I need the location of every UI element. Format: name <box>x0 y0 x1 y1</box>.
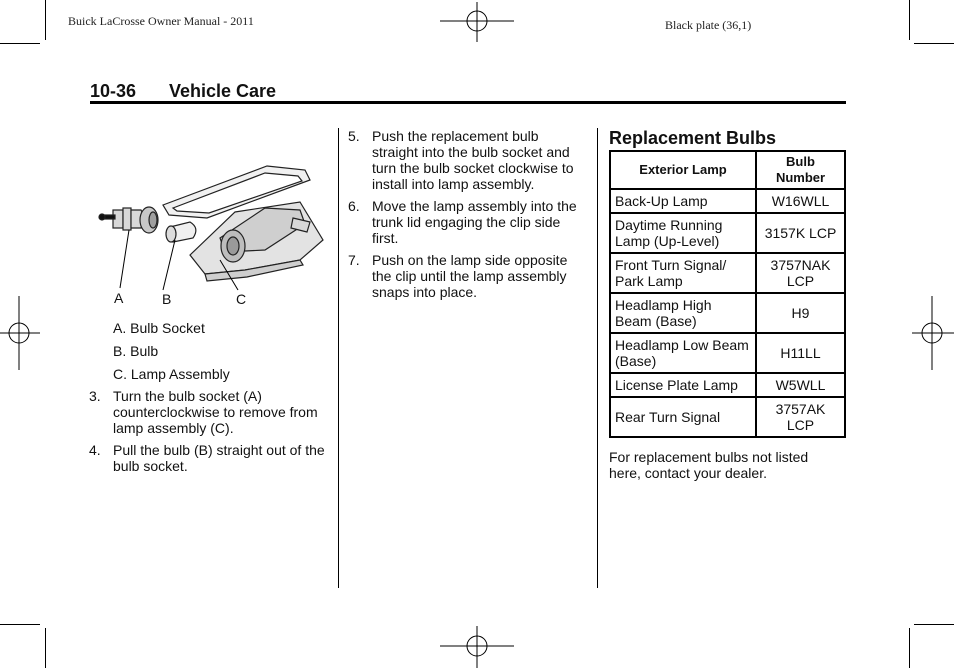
registration-mark-icon <box>0 296 40 370</box>
list-item <box>348 198 588 246</box>
bulb-cell: 3157K LCP <box>756 213 845 253</box>
step-text: Push the replacement bulb straight into the bulb socket and turn the bulb socket clockwise to install into lamp assembly. <box>372 128 574 192</box>
registration-mark-icon <box>912 296 954 370</box>
bulb-cell: 3757NAK LCP <box>756 253 845 293</box>
figure-legend <box>113 320 333 389</box>
bulb-cell: H11LL <box>756 333 845 373</box>
lamp-cell: Daytime Running Lamp (Up-Level) <box>610 213 756 253</box>
bulb-cell: H9 <box>756 293 845 333</box>
lamp-cell: Rear Turn Signal <box>610 397 756 437</box>
crop-mark <box>45 628 46 668</box>
step-text: Pull the bulb (B) straight out of the bulb socket. <box>113 442 325 474</box>
manual-title: Buick LaCrosse Owner Manual - 2011 <box>68 14 254 28</box>
crop-mark <box>909 0 910 40</box>
step-number: 3. <box>89 388 101 404</box>
legend-item: B. Bulb <box>113 343 159 359</box>
crop-mark <box>909 628 910 668</box>
replacement-bulbs-title: Replacement Bulbs <box>609 128 777 148</box>
list-item <box>348 128 588 192</box>
bulb-socket-shape <box>99 207 158 233</box>
callout-b: B <box>162 291 172 307</box>
bulb-cell: W16WLL <box>756 189 845 213</box>
column-header-lamp: Exterior Lamp <box>610 151 756 189</box>
lamp-cell: License Plate Lamp <box>610 373 756 397</box>
table-header-row <box>610 151 845 189</box>
registration-mark-icon <box>440 626 514 668</box>
steps-list-left <box>89 388 333 480</box>
step-text: Push on the lamp side opposite the clip until the lamp assembly snaps into place. <box>372 252 568 300</box>
column-divider <box>338 128 339 588</box>
crop-mark <box>0 43 40 44</box>
list-item <box>89 442 333 474</box>
legend-item: C. Lamp Assembly <box>113 366 230 382</box>
section-title: Vehicle Care <box>169 81 277 101</box>
legend-item: A. Bulb Socket <box>113 320 205 336</box>
lamp-cell: Headlamp Low Beam (Base) <box>610 333 756 373</box>
table-row <box>610 253 845 293</box>
steps-list-middle <box>348 128 588 306</box>
crop-mark <box>0 624 40 625</box>
step-number: 4. <box>89 442 101 458</box>
bulb-shape <box>166 222 196 242</box>
bulb-table <box>609 150 846 438</box>
table-row <box>610 293 845 333</box>
step-text: Turn the bulb socket (A) counterclockwise to remove from lamp assembly (C). <box>113 388 318 436</box>
step-number: 6. <box>348 198 360 214</box>
license-lamp-illustration <box>95 160 330 310</box>
heading-rule <box>90 101 846 104</box>
lamp-cell: Headlamp High Beam (Base) <box>610 293 756 333</box>
table-row <box>610 373 845 397</box>
crop-mark <box>914 43 954 44</box>
list-item <box>348 252 588 300</box>
plate-label: Black plate (36,1) <box>665 18 752 32</box>
table-row <box>610 397 845 437</box>
column-divider <box>597 128 598 588</box>
step-text: Move the lamp assembly into the trunk lid engaging the clip side first. <box>372 198 577 246</box>
bulb-cell: 3757AK LCP <box>756 397 845 437</box>
bulb-cell: W5WLL <box>756 373 845 397</box>
replacement-note: For replacement bulbs not listed here, contact your dealer. <box>609 449 809 481</box>
table-row <box>610 189 845 213</box>
step-number: 7. <box>348 252 360 268</box>
crop-mark <box>914 624 954 625</box>
step-number: 5. <box>348 128 360 144</box>
callout-c: C <box>236 291 247 307</box>
table-row <box>610 333 845 373</box>
list-item <box>89 388 333 436</box>
callout-a: A <box>114 290 124 306</box>
registration-mark-icon <box>440 2 514 42</box>
table-row <box>610 213 845 253</box>
column-header-bulb: Bulb Number <box>756 151 845 189</box>
lamp-cell: Front Turn Signal/ Park Lamp <box>610 253 756 293</box>
lamp-cell: Back-Up Lamp <box>610 189 756 213</box>
page-number: 10-36 <box>90 81 137 101</box>
crop-mark <box>45 0 46 40</box>
